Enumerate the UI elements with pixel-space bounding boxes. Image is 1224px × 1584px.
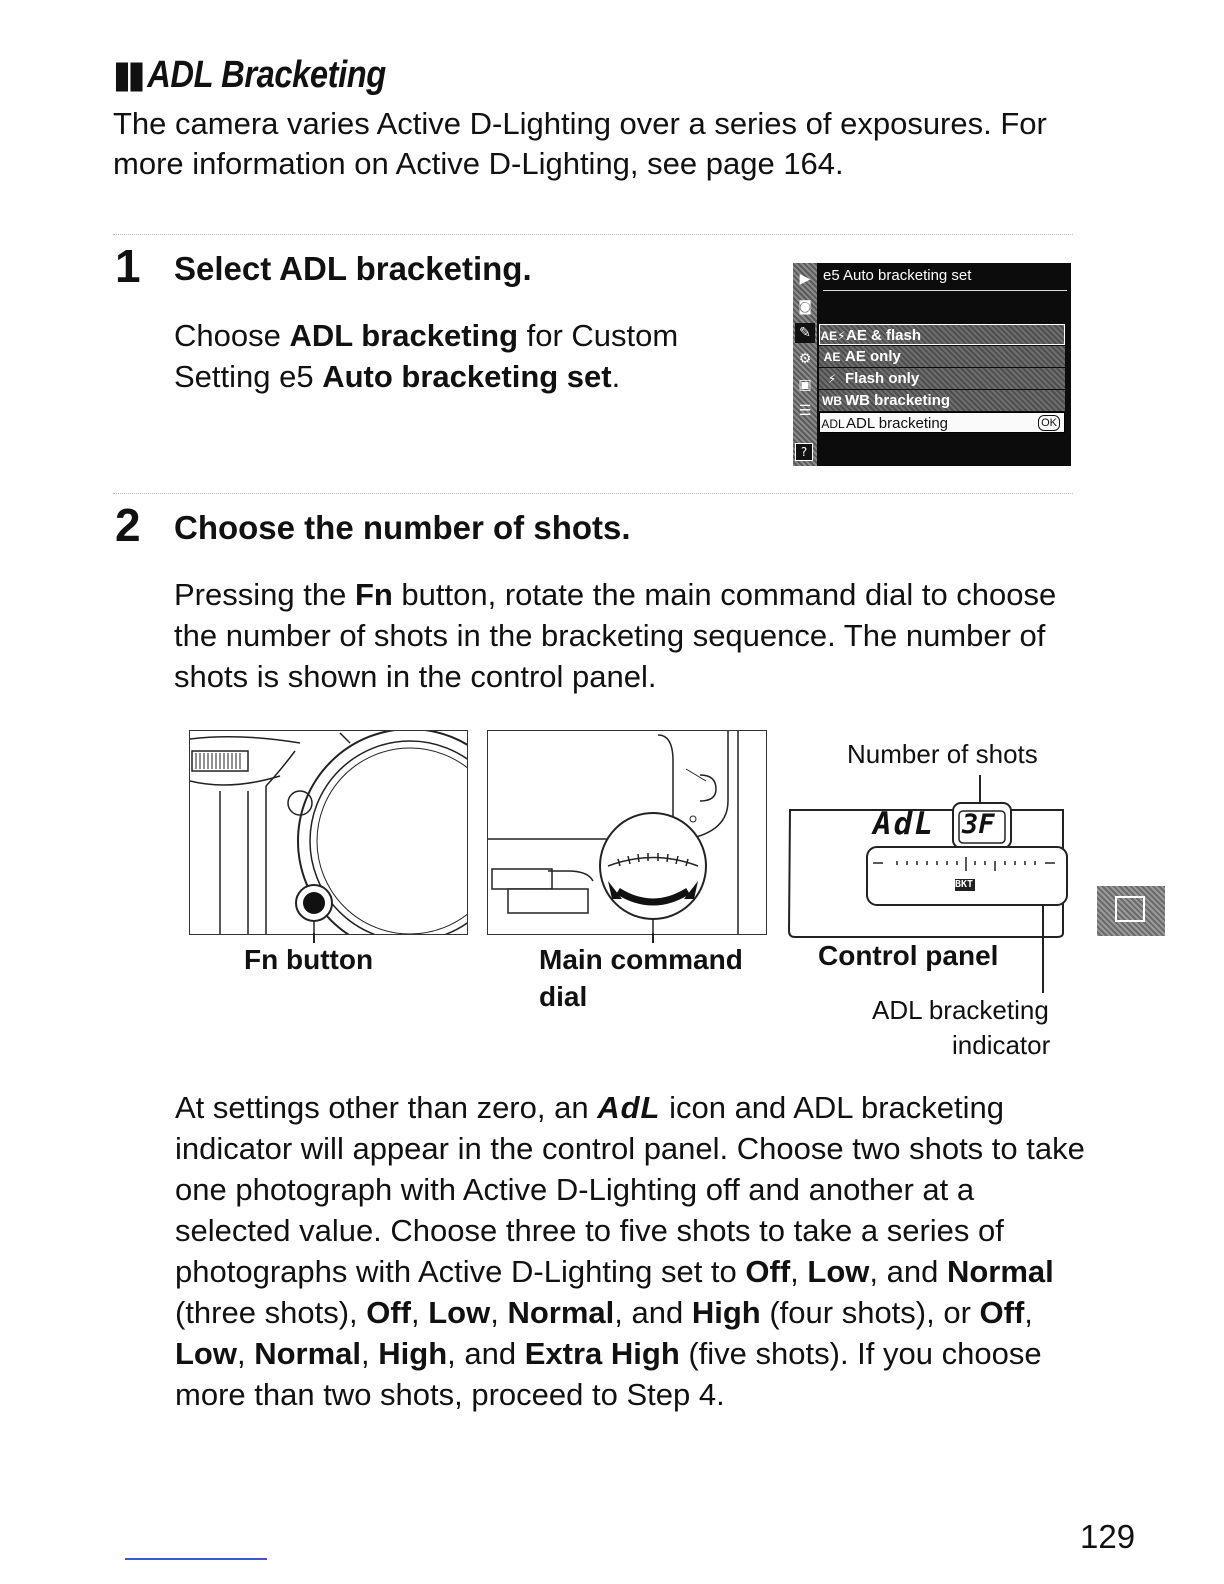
menu-item-adl-bracketing[interactable]: ADLADL bracketing OK bbox=[819, 412, 1065, 433]
divider-2 bbox=[113, 493, 1073, 494]
menu-item-flash-only[interactable]: ⚡ Flash only bbox=[819, 368, 1065, 389]
lcd-bkt-indicator: BKT bbox=[955, 879, 974, 890]
my-menu-icon: ☰ bbox=[798, 403, 812, 419]
footer-link-line bbox=[125, 1558, 267, 1560]
control-panel-caption: Control panel bbox=[818, 940, 999, 971]
retouch-icon: ▣ bbox=[798, 377, 812, 393]
chapter-tab bbox=[1097, 886, 1165, 936]
menu-item-ae-flash[interactable]: AE⚡AE & flash bbox=[819, 324, 1065, 345]
section-title-text: ADL Bracketing bbox=[147, 54, 386, 96]
main-command-dial-caption: Main command dial bbox=[539, 944, 743, 1012]
camera-menu-screen bbox=[793, 263, 1071, 466]
divider-1 bbox=[113, 234, 1073, 235]
body-paragraph: At settings other than zero, an AdL icon and ADL bracketing indicator will appear in the control panel. Choose two shots to take one photograph with Active D-Lighting off and another at a selected value. Choose three to five shots to take a series of photographs with Active D-Lighting set to Off, Low, and Normal (three shots), Off, Low, Normal, and High (four shots), or Off, Low, Normal, High, and Extra High (five shots). If you choose more than two shots, proceed to Step 4. bbox=[175, 1090, 1085, 1412]
step-1-number: 1 bbox=[115, 240, 141, 292]
fn-term: Fn bbox=[354, 577, 393, 612]
adl-bracketing-term: ADL bracketing bbox=[289, 318, 519, 353]
wrench-icon: ⚙ bbox=[798, 351, 812, 367]
main-command-dial-illustration bbox=[487, 730, 767, 935]
adl-inline-icon: AdL bbox=[597, 1090, 661, 1125]
pencil-icon: ✎ bbox=[795, 323, 815, 343]
shooting-mode-icon bbox=[1115, 896, 1145, 922]
lcd-adl-readout: AdL bbox=[873, 806, 935, 842]
number-of-shots-label: Number of shots bbox=[847, 739, 1038, 769]
camera-icon: ◙ bbox=[798, 299, 812, 315]
camera-back-drawing bbox=[488, 731, 766, 934]
fn-button-illustration bbox=[189, 730, 468, 935]
fn-button-caption: Fn button bbox=[244, 944, 374, 975]
step-2-number: 2 bbox=[115, 499, 141, 551]
step-2-body: Pressing the Fn button, rotate the main command dial to choose the number of shots in the bracketing sequence. The number of shots is shown in the control panel. bbox=[174, 577, 1057, 694]
adl-indicator-label-line1: ADL bracketing bbox=[872, 995, 1049, 1025]
adl-indicator-label-line2: indicator bbox=[952, 1030, 1051, 1060]
intro-paragraph: The camera varies Active D-Lighting over a series of exposures. For more information on Active D-Lighting, see page 164. bbox=[113, 106, 1047, 181]
step-1-body: Choose ADL bracketing for Custom Setting e5 Auto bracketing set. bbox=[174, 318, 679, 394]
menu-item-ae-only[interactable]: AE AE only bbox=[819, 346, 1065, 367]
section-title bbox=[113, 52, 386, 97]
help-icon: ? bbox=[795, 443, 813, 461]
step-2-title: Choose the number of shots. bbox=[174, 509, 631, 546]
menu-item-wb-bracketing[interactable]: WB WB bracketing bbox=[819, 390, 1065, 411]
auto-bracketing-term: Auto bracketing set bbox=[322, 359, 612, 394]
menu-side-strip bbox=[793, 263, 817, 466]
step-1-title: Select ADL bracketing. bbox=[174, 250, 532, 287]
ok-icon: OK bbox=[1038, 415, 1060, 431]
camera-front-drawing bbox=[190, 731, 467, 934]
page-number: 129 bbox=[1080, 1518, 1136, 1555]
menu-title: e5 Auto bracketing set bbox=[823, 267, 1067, 291]
section-marker: ▮▮ bbox=[113, 54, 143, 96]
lcd-shots-readout: 3F bbox=[962, 809, 995, 840]
playback-icon: ▶ bbox=[799, 271, 811, 287]
